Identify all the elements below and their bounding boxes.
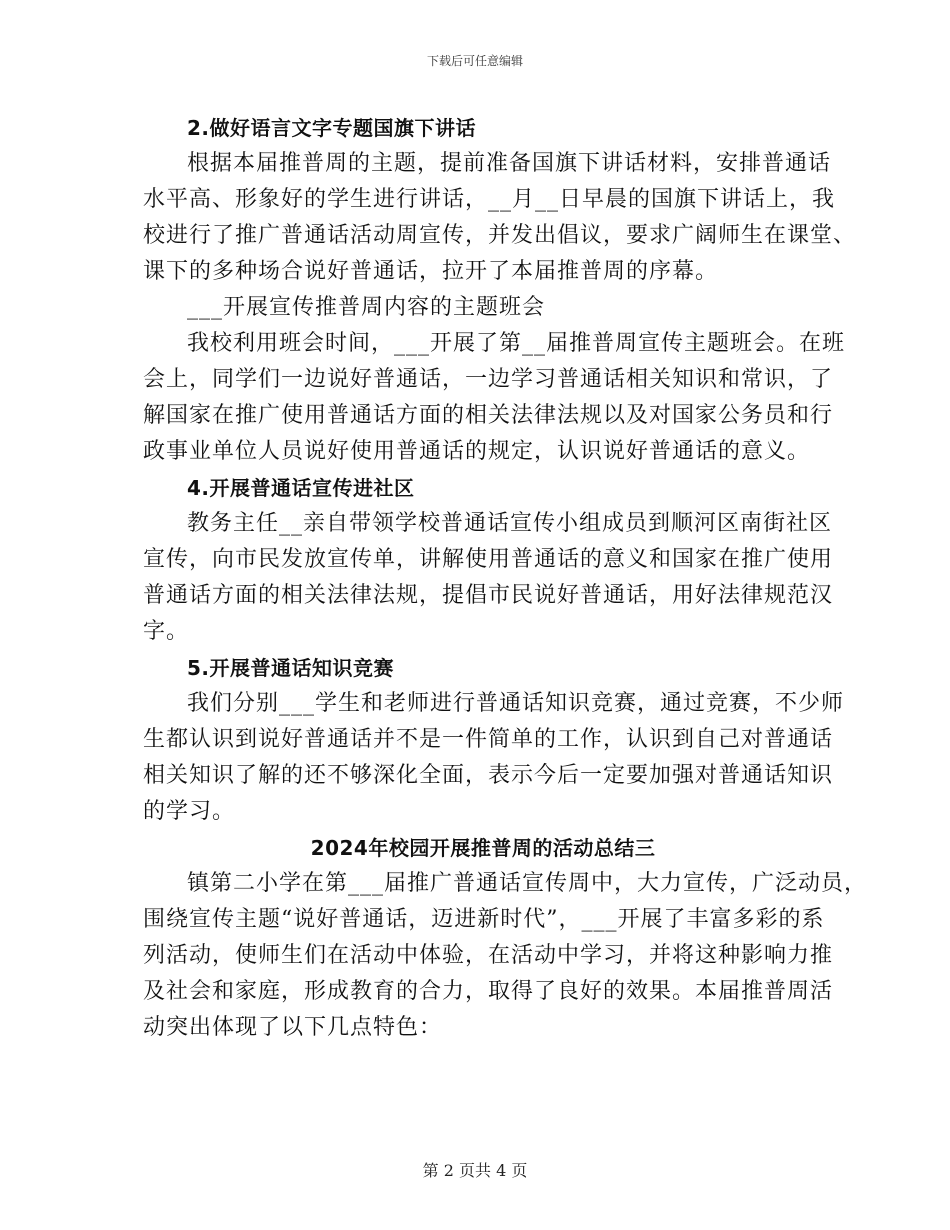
page-footer-number: 第 2 页共 4 页 bbox=[422, 1161, 528, 1180]
document-body bbox=[143, 110, 868, 1046]
paragraph-line: 动突出体现了以下几点特色： bbox=[143, 1015, 443, 1040]
paragraph-line: 教务主任__亲自带领学校普通话宣传小组成员到顺河区南街社区 bbox=[187, 511, 833, 536]
paragraph-line: 列活动，使师生们在活动中体验，在活动中学习，并将这种影响力推 bbox=[143, 943, 834, 968]
heading-section-2: 2.做好语言文字专题国旗下讲话 bbox=[187, 116, 477, 140]
page-header-note: 下载后可任意编辑 bbox=[426, 54, 523, 68]
heading-section-5: 5.开展普通话知识竞赛 bbox=[187, 656, 395, 680]
paragraph-line: 水平高、形象好的学生进行讲话，__月__日早晨的国旗下讲话上，我 bbox=[143, 187, 836, 212]
paragraph-line: 根据本届推普周的主题，提前准备国旗下讲话材料，安排普通话 bbox=[187, 151, 832, 176]
heading-section-4: 4.开展普通话宣传进社区 bbox=[187, 476, 415, 500]
paragraph-line: 围绕宣传主题“说好普通话，迈进新时代”，___开展了丰富多彩的系 bbox=[143, 907, 825, 932]
paragraph-line: 及社会和家庭，形成教育的合力，取得了良好的效果。本届推普周活 bbox=[143, 979, 834, 1004]
paragraph-line: 生都认识到说好普通话并不是一件简单的工作，认识到自己对普通话 bbox=[143, 727, 834, 752]
heading-section-3: ___开展宣传推普周内容的主题班会 bbox=[187, 295, 546, 320]
paragraph-line: 相关知识了解的还不够深化全面，表示今后一定要加强对普通话知识 bbox=[143, 763, 834, 788]
paragraph-line: 解国家在推广使用普通话方面的相关法律法规以及对国家公务员和行 bbox=[143, 403, 834, 428]
paragraph-line: 字。 bbox=[143, 619, 190, 644]
section-title: 2024年校园开展推普周的活动总结三 bbox=[310, 836, 656, 860]
paragraph-line: 我们分别___学生和老师进行普通话知识竞赛，通过竞赛，不少师 bbox=[187, 691, 845, 716]
paragraph-line: 普通话方面的相关法律法规，提倡市民说好普通话，用好法律规范汉 bbox=[143, 583, 834, 608]
paragraph-line: 宣传，向市民发放宣传单，讲解使用普通话的意义和国家在推广使用 bbox=[143, 547, 834, 572]
paragraph-line: 的学习。 bbox=[143, 799, 236, 824]
paragraph-line: 校进行了推广普通话活动周宣传，并发出倡议，要求广阔师生在课堂、 bbox=[143, 223, 857, 248]
paragraph-line: 我校利用班会时间，___开展了第__届推普周宣传主题班会。在班 bbox=[187, 331, 846, 356]
paragraph-line: 镇第二小学在第___届推广普通话宣传周中，大力宣传，广泛动员， bbox=[187, 871, 868, 896]
paragraph-line: 课下的多种场合说好普通话，拉开了本届推普周的序幕。 bbox=[143, 259, 719, 284]
paragraph-line: 会上，同学们一边说好普通话，一边学习普通话相关知识和常识，了 bbox=[143, 367, 834, 392]
paragraph-line: 政事业单位人员说好使用普通话的规定，认识说好普通话的意义。 bbox=[143, 439, 811, 464]
